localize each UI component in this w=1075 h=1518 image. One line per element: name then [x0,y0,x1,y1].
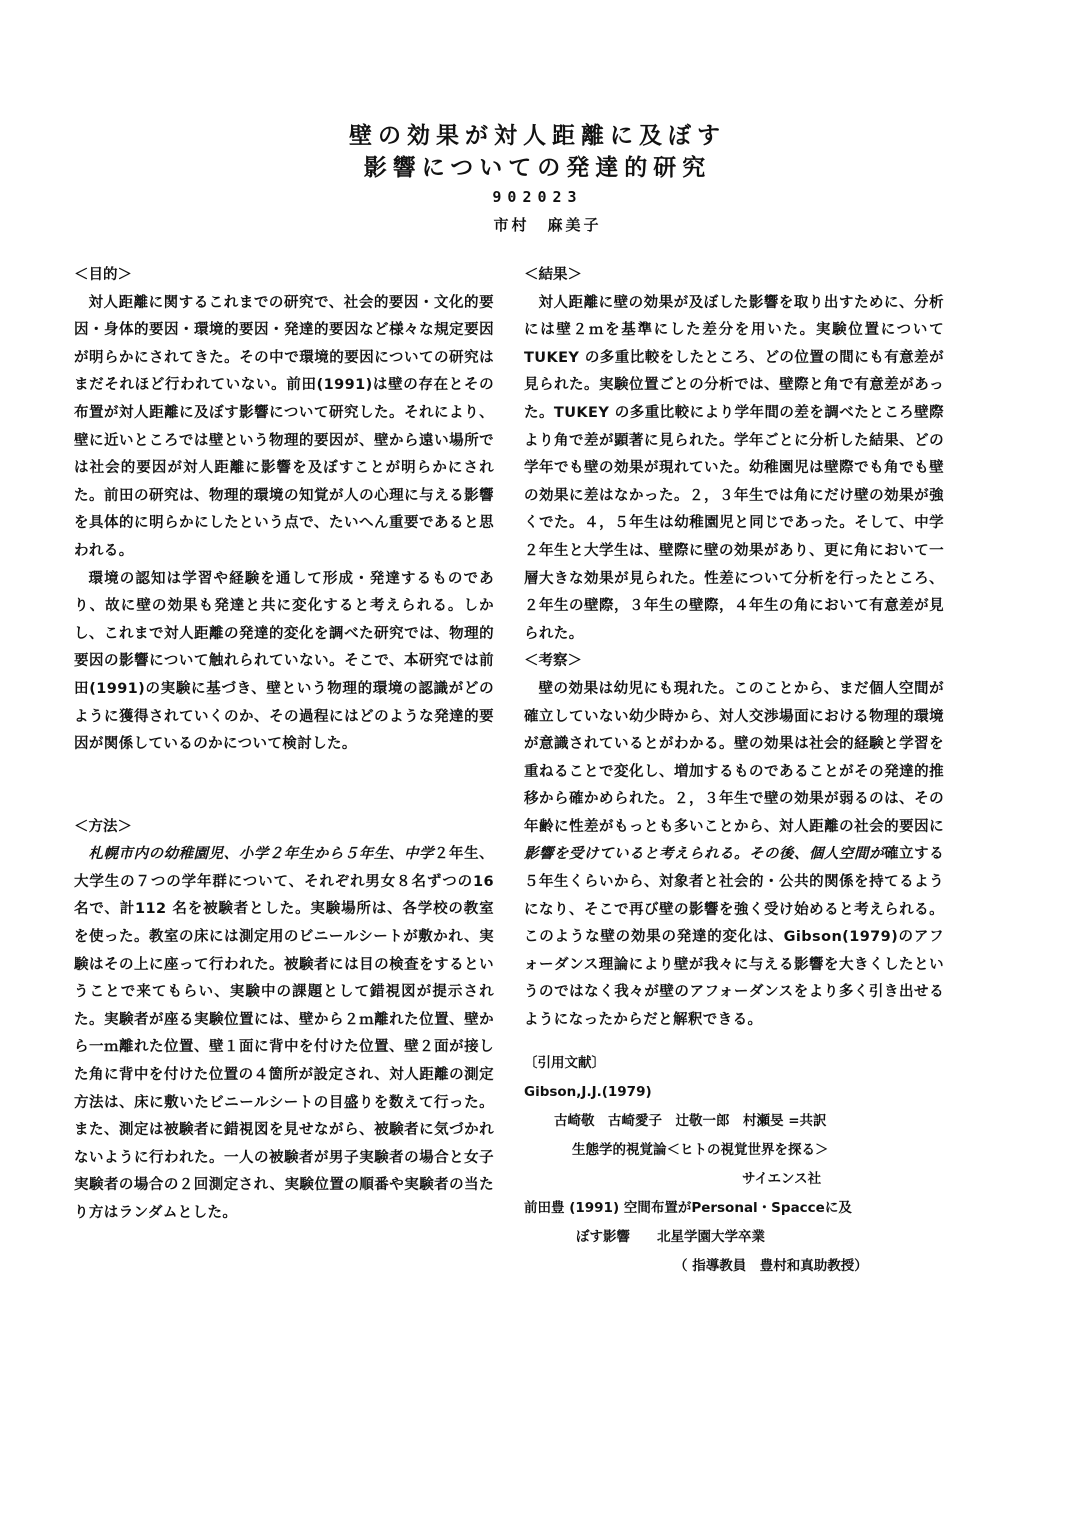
discussion-text-b: 確立する５年生くらいから、対象者と社会的・公共的関係を持てるようになり、そこで再び壁の影響を強く受け始めると考えられる。このような壁の効果の発達的変化は、Gibson(1979)のアフォーダンス理論により壁が我々に与える影響を大きくしたというのではなく我々が壁のアフォーダンスをより多く引き出せるようになったからだと解釈できる。 [524,846,944,1029]
references [524,1049,944,1281]
purpose-paragraph-2: 環境の認知は学習や経験を通して形成・発達するものであり、故に壁の効果も発達と共に変化すると考えられる。しかし、これまで対人距離の発達的変化を調べた研究では、物理的要因の影響について触れられていない。そこで、本研究では前田(1991)の実験に基づき、壁という物理的環境の認識がどのように獲得されていくのか、その過程にはどのような発達的要因が関係しているのかについて検討した。 [74,570,494,753]
discussion-paragraph [524,676,944,1035]
left-column [74,262,494,1228]
reference-2-line-1: 前田豊 (1991) 空間布置がPersonal・Spacceに及 [524,1199,852,1216]
method-heading: ＜方法＞ [74,818,132,835]
method-paragraph [74,841,494,1227]
title-line-1: 壁の効果が対人距離に及ぼす [349,122,726,149]
reference-1-translators: 古崎敬 古崎愛子 辻敬一郎 村瀬旻 =共訳 [554,1112,827,1129]
discussion-italic-text: 影響を受けていると考えられる。その後、個人空間が [524,846,885,863]
reference-1-author: Gibson,J.J.(1979) [524,1083,652,1100]
reference-2-line-2: ぼす影響 北星学園大学卒業 [576,1228,765,1245]
reference-1-publisher: サイエンス社 [742,1170,822,1187]
results-heading: ＜結果＞ [524,267,582,283]
reference-1-title: 生態学的視覚論＜ヒトの視覚世界を探る＞ [572,1141,829,1158]
advisor-note: （ 指導教員 豊村和真助教授） [674,1257,868,1274]
method-italic-text: 札幌市内の幼稚園児、小学２年生から５年生、中学 [88,846,435,863]
title-line-2: 影響についての発達的研究 [363,154,712,181]
paper-header [0,120,1075,235]
right-column [524,262,944,1281]
author-name: 市村 麻美子 [493,216,602,234]
section-spacer [74,759,494,814]
references-heading: 〔引用文献〕 [524,1054,605,1071]
purpose-heading: ＜目的＞ [74,267,132,283]
method-text: ２年生、大学生の７つの学年群について、それぞれ男女８名ずつの16名で、計112 名を被験者とした。実験場所は、各学校の教室を使った。教室の床には測定用のビニールシートが敷かれ、実験はその上に座って行われた。被験者には目の検査をするということで来てもらい、実験中の課題として錯視図が提示された。実験者が座る実験位置には、壁から２ｍ離れた位置、壁から一ｍ離れた位置、壁１面に背中を付けた位置、壁２面が接した角に背中を付けた位置の４箇所が設定され、対人距離の測定方法は、床に敷いたビニールシートの目盛りを数えて行った。また、測定は被験者に錯視図を見せながら、被験者に気づかれないように行われた。一人の被験者が男子実験者の場合と女子実験者の場合の２回測定され、実験位置の順番や実験者の当たり方はランダムとした。 [74,846,494,1221]
student-id: 902023 [492,188,583,206]
discussion-heading: ＜考察＞ [524,653,582,670]
results-paragraph: 対人距離に壁の効果が及ぼした影響を取り出すために、分析には壁２ｍを基準にした差分を用いた。実験位置についてTUKEY の多重比較をしたところ、どの位置の間にも有意差が見られた。実験位置ごとの分析では、壁際と角で有意差があった。TUKEY の多重比較により学年間の差を調べたところ壁際より角で差が顕著に見られた。学年ごとに分析した結果、どの学年でも壁の効果が現れていた。幼稚園児は壁際でも角でも壁の効果に差はなかった。２，３年生では角にだけ壁の効果が強くでた。４，５年生は幼稚園児と同じであった。そして、中学２年生と大学生は、壁際に壁の効果があり、更に角において一層大きな効果が見られた。性差について分析を行ったところ、２年生の壁際，３年生の壁際，４年生の角において有意差が見られた。 [524,294,944,642]
discussion-text-a: 壁の効果は幼児にも現れた。このことから、まだ個人空間が確立していない幼少時から、対人交渉場面における物理的環境が意識されているとがわかる。壁の効果は社会的経験と学習を重ねることで変化し、増加するものであることがその発達的推移から確かめられた。２，３年生で壁の効果が弱るのは、その年齢に性差がもっとも多いことから、対人距離の社会的要因に [524,680,944,835]
purpose-paragraph-1: 対人距離に関するこれまでの研究で、社会的要因・文化的要因・身体的要因・環境的要因・発達的要因など様々な規定要因が明らかにされてきた。その中で環境的要因についての研究はまだそれほど行われていない。前田(1991)は壁の存在とその布置が対人距離に及ぼす影響について研究した。それにより、壁に近いところでは壁という物理的要因が、壁から遠い場所では社会的要因が対人距離に影響を及ぼすことが明らかにされた。前田の研究は、物理的環境の知覚が人の心理に与える影響を具体的に明らかにしたという点で、たいへん重要であると思われる。 [74,294,494,559]
